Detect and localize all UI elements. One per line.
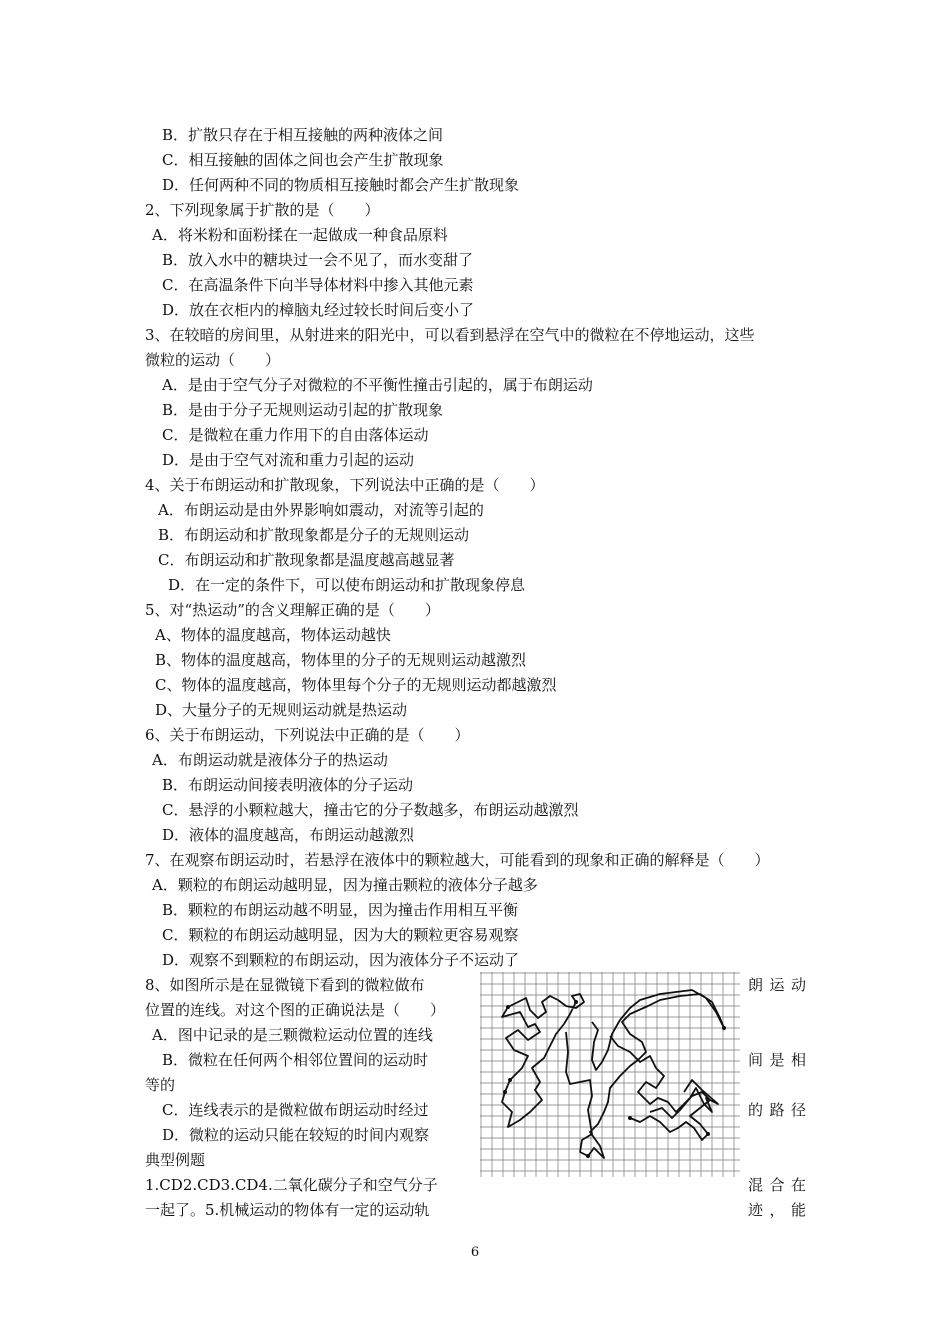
option-5a: A、物体的温度越高，物体运动越快 [155, 626, 391, 644]
option-2d: D．放在衣柜内的樟脑丸经过较长时间后变小了 [162, 301, 475, 319]
option-8c: C．连线表示的是微粒做布朗运动时经过 [162, 1101, 429, 1119]
option-8-1c: C．相互接触的固体之间也会产生扩散现象 [162, 151, 444, 169]
option-8-1b: B．扩散只存在于相互接触的两种液体之间 [162, 126, 444, 144]
right-fragment-1: 朗运动 [748, 976, 806, 994]
option-4a: A．布朗运动是由外界影响如震动，对流等引起的 [158, 501, 484, 519]
option-6d: D．液体的温度越高，布朗运动越激烈 [162, 826, 415, 844]
question-2: 2、下列现象属于扩散的是（ ） [145, 201, 380, 219]
question-4: 4、关于布朗运动和扩散现象，下列说法中正确的是（ ） [145, 476, 545, 494]
option-2b: B．放入水中的糖块过一会不见了，而水变甜了 [162, 251, 474, 269]
brownian-motion-figure [480, 972, 740, 1177]
option-3a: A．是由于空气分子对微粒的不平衡性撞击引起的，属于布朗运动 [162, 376, 593, 394]
option-6a: A．布朗运动就是液体分子的热运动 [152, 751, 388, 769]
option-6c: C．悬浮的小颗粒越大，撞击它的分子数越多，布朗运动越激烈 [162, 801, 579, 819]
answer-line2: 一起了。5.机械运动的物体有一定的运动轨 [145, 1201, 430, 1219]
option-5d: D、大量分子的无规则运动就是热运动 [155, 701, 408, 719]
option-7d: D．观察不到颗粒的布朗运动，因为液体分子不运动了 [162, 951, 520, 969]
right-fragment-3: 的路径 [748, 1101, 806, 1119]
question-8-line2: 位置的连线。对这个图的正确说法是（ ） [145, 1001, 446, 1019]
particle-path-2 [566, 990, 724, 1158]
answer-line1: 1.CD2.CD3.CD4.二氧化碳分子和空气分子 [145, 1176, 438, 1194]
figure-grid [480, 972, 740, 1177]
option-4d: D．在一定的条件下，可以使布朗运动和扩散现象停息 [168, 576, 526, 594]
option-7c: C．颗粒的布朗运动越明显，因为大的颗粒更容易观察 [162, 926, 519, 944]
right-fragment-4: 混合在 [748, 1176, 806, 1194]
option-5c: C、物体的温度越高，物体里每个分子的无规则运动都越激烈 [155, 676, 557, 694]
question-7: 7、在观察布朗运动时，若悬浮在液体中的颗粒越大，可能看到的现象和正确的解释是（ ） [145, 851, 770, 869]
particle-markers [503, 1000, 726, 1158]
section-heading-examples: 典型例题 [145, 1151, 206, 1169]
option-5b: B、物体的温度越高，物体里的分子的无规则运动越激烈 [155, 651, 527, 669]
option-8b: B．微粒在任何两个相邻位置间的运动时 [162, 1051, 429, 1069]
question-3-line1: 3、在较暗的房间里，从射进来的阳光中，可以看到悬浮在空气中的微粒在不停地运动，这些 [145, 326, 755, 344]
question-6: 6、关于布朗运动，下列说法中正确的是（ ） [145, 726, 470, 744]
option-8-1d: D．任何两种不同的物质相互接触时都会产生扩散现象 [162, 176, 520, 194]
option-6b: B．布朗运动间接表明液体的分子运动 [162, 776, 414, 794]
question-8-line1: 8、如图所示是在显微镜下看到的微粒做布 [145, 976, 425, 994]
option-4c: C．布朗运动和扩散现象都是温度越高越显著 [158, 551, 455, 569]
option-8b-cont: 等的 [145, 1076, 176, 1094]
option-2a: A．将米粉和面粉揉在一起做成一种食品原料 [152, 226, 448, 244]
option-3d: D．是由于空气对流和重力引起的运动 [162, 451, 415, 469]
question-3-line2: 微粒的运动（ ） [145, 351, 281, 369]
option-3b: B．是由于分子无规则运动引起的扩散现象 [162, 401, 444, 419]
question-5: 5、对“热运动”的含义理解正确的是（ ） [145, 601, 440, 619]
right-fragment-2: 间是相 [748, 1051, 806, 1069]
page-number: 6 [470, 1245, 480, 1260]
option-8a: A．图中记录的是三颗微粒运动位置的连线 [152, 1026, 433, 1044]
right-fragment-5: 迹，能 [748, 1201, 806, 1219]
option-3c: C．是微粒在重力作用下的自由落体运动 [162, 426, 429, 444]
option-8d: D．微粒的运动只能在较短的时间内观察 [162, 1126, 430, 1144]
option-2c: C．在高温条件下向半导体材料中掺入其他元素 [162, 276, 474, 294]
option-4b: B．布朗运动和扩散现象都是分子的无规则运动 [158, 526, 470, 544]
option-7a: A．颗粒的布朗运动越明显，因为撞击颗粒的液体分子越多 [152, 876, 538, 894]
option-7b: B．颗粒的布朗运动越不明显，因为撞击作用相互平衡 [162, 901, 519, 919]
